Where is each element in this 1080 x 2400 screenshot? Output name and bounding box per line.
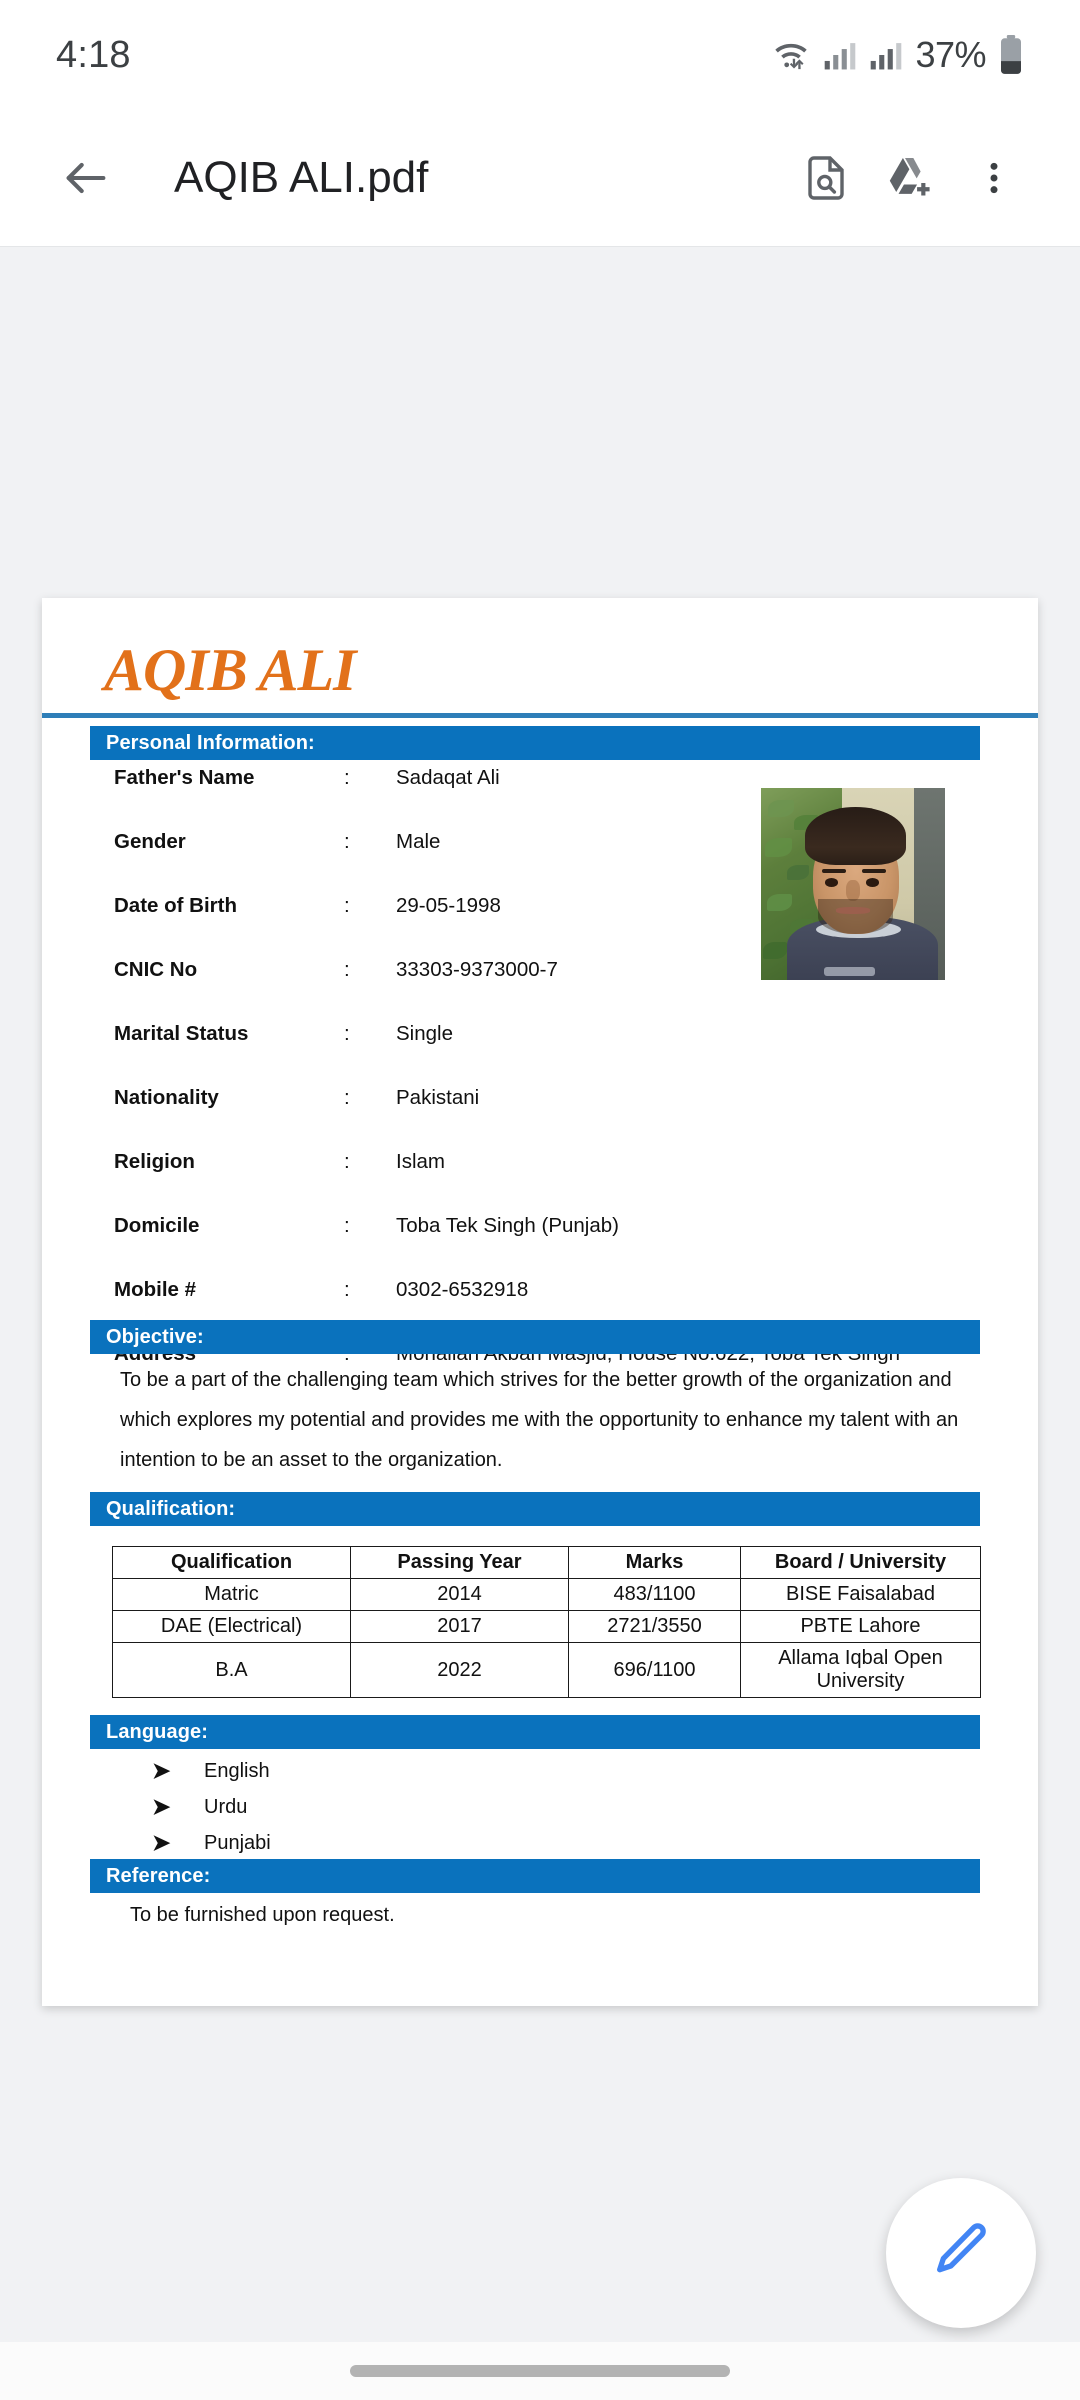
info-label: Father's Name [114,766,255,789]
table-row [113,1579,981,1611]
info-label: Nationality [114,1086,219,1109]
page-title: AQIB ALI.pdf [174,153,429,202]
table-cell: PBTE Lahore [741,1611,981,1643]
section-header-objective: Objective: [90,1320,980,1354]
table-row [113,1611,981,1643]
battery-percent-label: 37% [915,34,986,75]
language-label: Punjabi [204,1831,271,1854]
personal-info-row [114,1086,974,1150]
gesture-home-pill[interactable] [350,2365,730,2377]
info-value: 0302-6532918 [396,1278,529,1301]
info-label: Date of Birth [114,894,237,917]
save-to-drive-icon[interactable] [868,136,952,220]
language-list [152,1753,952,1861]
status-icons [771,34,1024,76]
personal-info-row [114,1214,974,1278]
back-button[interactable] [44,136,128,220]
info-separator: : [344,894,350,917]
table-cell: 483/1100 [569,1579,741,1611]
info-separator: : [344,958,350,981]
status-clock: 4:18 [56,33,131,76]
list-item [152,1825,952,1861]
table-header-row [113,1547,981,1579]
info-value: Islam [396,1150,445,1173]
info-value: Toba Tek Singh (Punjab) [396,1214,619,1237]
personal-info-row [114,1022,974,1086]
info-label: Religion [114,1150,195,1173]
personal-info-row [114,1150,974,1214]
info-separator: : [344,1278,350,1301]
list-item [152,1753,952,1789]
search-document-icon[interactable] [784,136,868,220]
info-label: Mobile # [114,1278,197,1301]
table-cell: Allama Iqbal Open University [741,1643,981,1698]
table-cell: 2014 [351,1579,569,1611]
battery-icon [998,35,1024,75]
info-separator: : [344,1214,350,1237]
table-row [113,1643,981,1698]
info-value: 33303-9373000-7 [396,958,558,981]
signal-bars-icon [869,38,903,72]
gesture-navigation-bar [0,2342,1080,2400]
language-label: English [204,1759,270,1782]
info-value: 29-05-1998 [396,894,501,917]
info-label: CNIC No [114,958,198,981]
section-header-reference: Reference: [90,1859,980,1893]
pdf-page [42,598,1038,2006]
section-header-personal-information: Personal Information: [90,726,980,760]
info-separator: : [344,1022,350,1045]
arrow-bullet-icon: ➤ [152,1794,171,1819]
table-cell: 2017 [351,1611,569,1643]
qualification-table [112,1546,981,1698]
info-label: Marital Status [114,1022,249,1045]
table-cell: 696/1100 [569,1643,741,1698]
table-cell: B.A [113,1643,351,1698]
section-header-language: Language: [90,1715,980,1749]
signal-bars-icon [823,38,857,72]
status-bar [0,0,1080,110]
info-separator: : [344,766,350,789]
edit-fab-button[interactable] [886,2178,1036,2328]
table-cell: Matric [113,1579,351,1611]
column-header: Marks [569,1547,741,1579]
edit-pencil-icon [929,2219,993,2288]
table-cell: DAE (Electrical) [113,1611,351,1643]
arrow-bullet-icon: ➤ [152,1758,171,1783]
objective-body: To be a part of the challenging team which strives for the better growth of the organization and which explores my potential and provides me with the opportunity to enhance my talent with an intention to be an asset to the organization. [120,1369,959,1471]
list-item [152,1789,952,1825]
wifi-data-icon [771,36,811,74]
info-value: Single [396,1022,453,1045]
column-header: Board / University [741,1547,981,1579]
header-divider [42,713,1038,718]
arrow-bullet-icon: ➤ [152,1830,171,1855]
resume-name-heading: AQIB ALI [104,637,356,703]
info-value: Sadaqat Ali [396,766,500,789]
portrait-photo [761,788,945,980]
language-label: Urdu [204,1795,248,1818]
info-value: Male [396,830,441,853]
overflow-menu-icon[interactable] [952,136,1036,220]
info-label: Domicile [114,1214,200,1237]
table-cell: BISE Faisalabad [741,1579,981,1611]
pdf-viewer[interactable] [0,247,1080,2400]
table-cell: 2022 [351,1643,569,1698]
info-separator: : [344,1086,350,1109]
table-cell: 2721/3550 [569,1611,741,1643]
section-header-qualification: Qualification: [90,1492,980,1526]
column-header: Passing Year [351,1547,569,1579]
info-label: Gender [114,830,186,853]
info-separator: : [344,1150,350,1173]
reference-body: To be furnished upon request. [130,1904,395,1926]
info-value: Pakistani [396,1086,480,1109]
column-header: Qualification [113,1547,351,1579]
app-bar [0,110,1080,247]
info-separator: : [344,830,350,853]
